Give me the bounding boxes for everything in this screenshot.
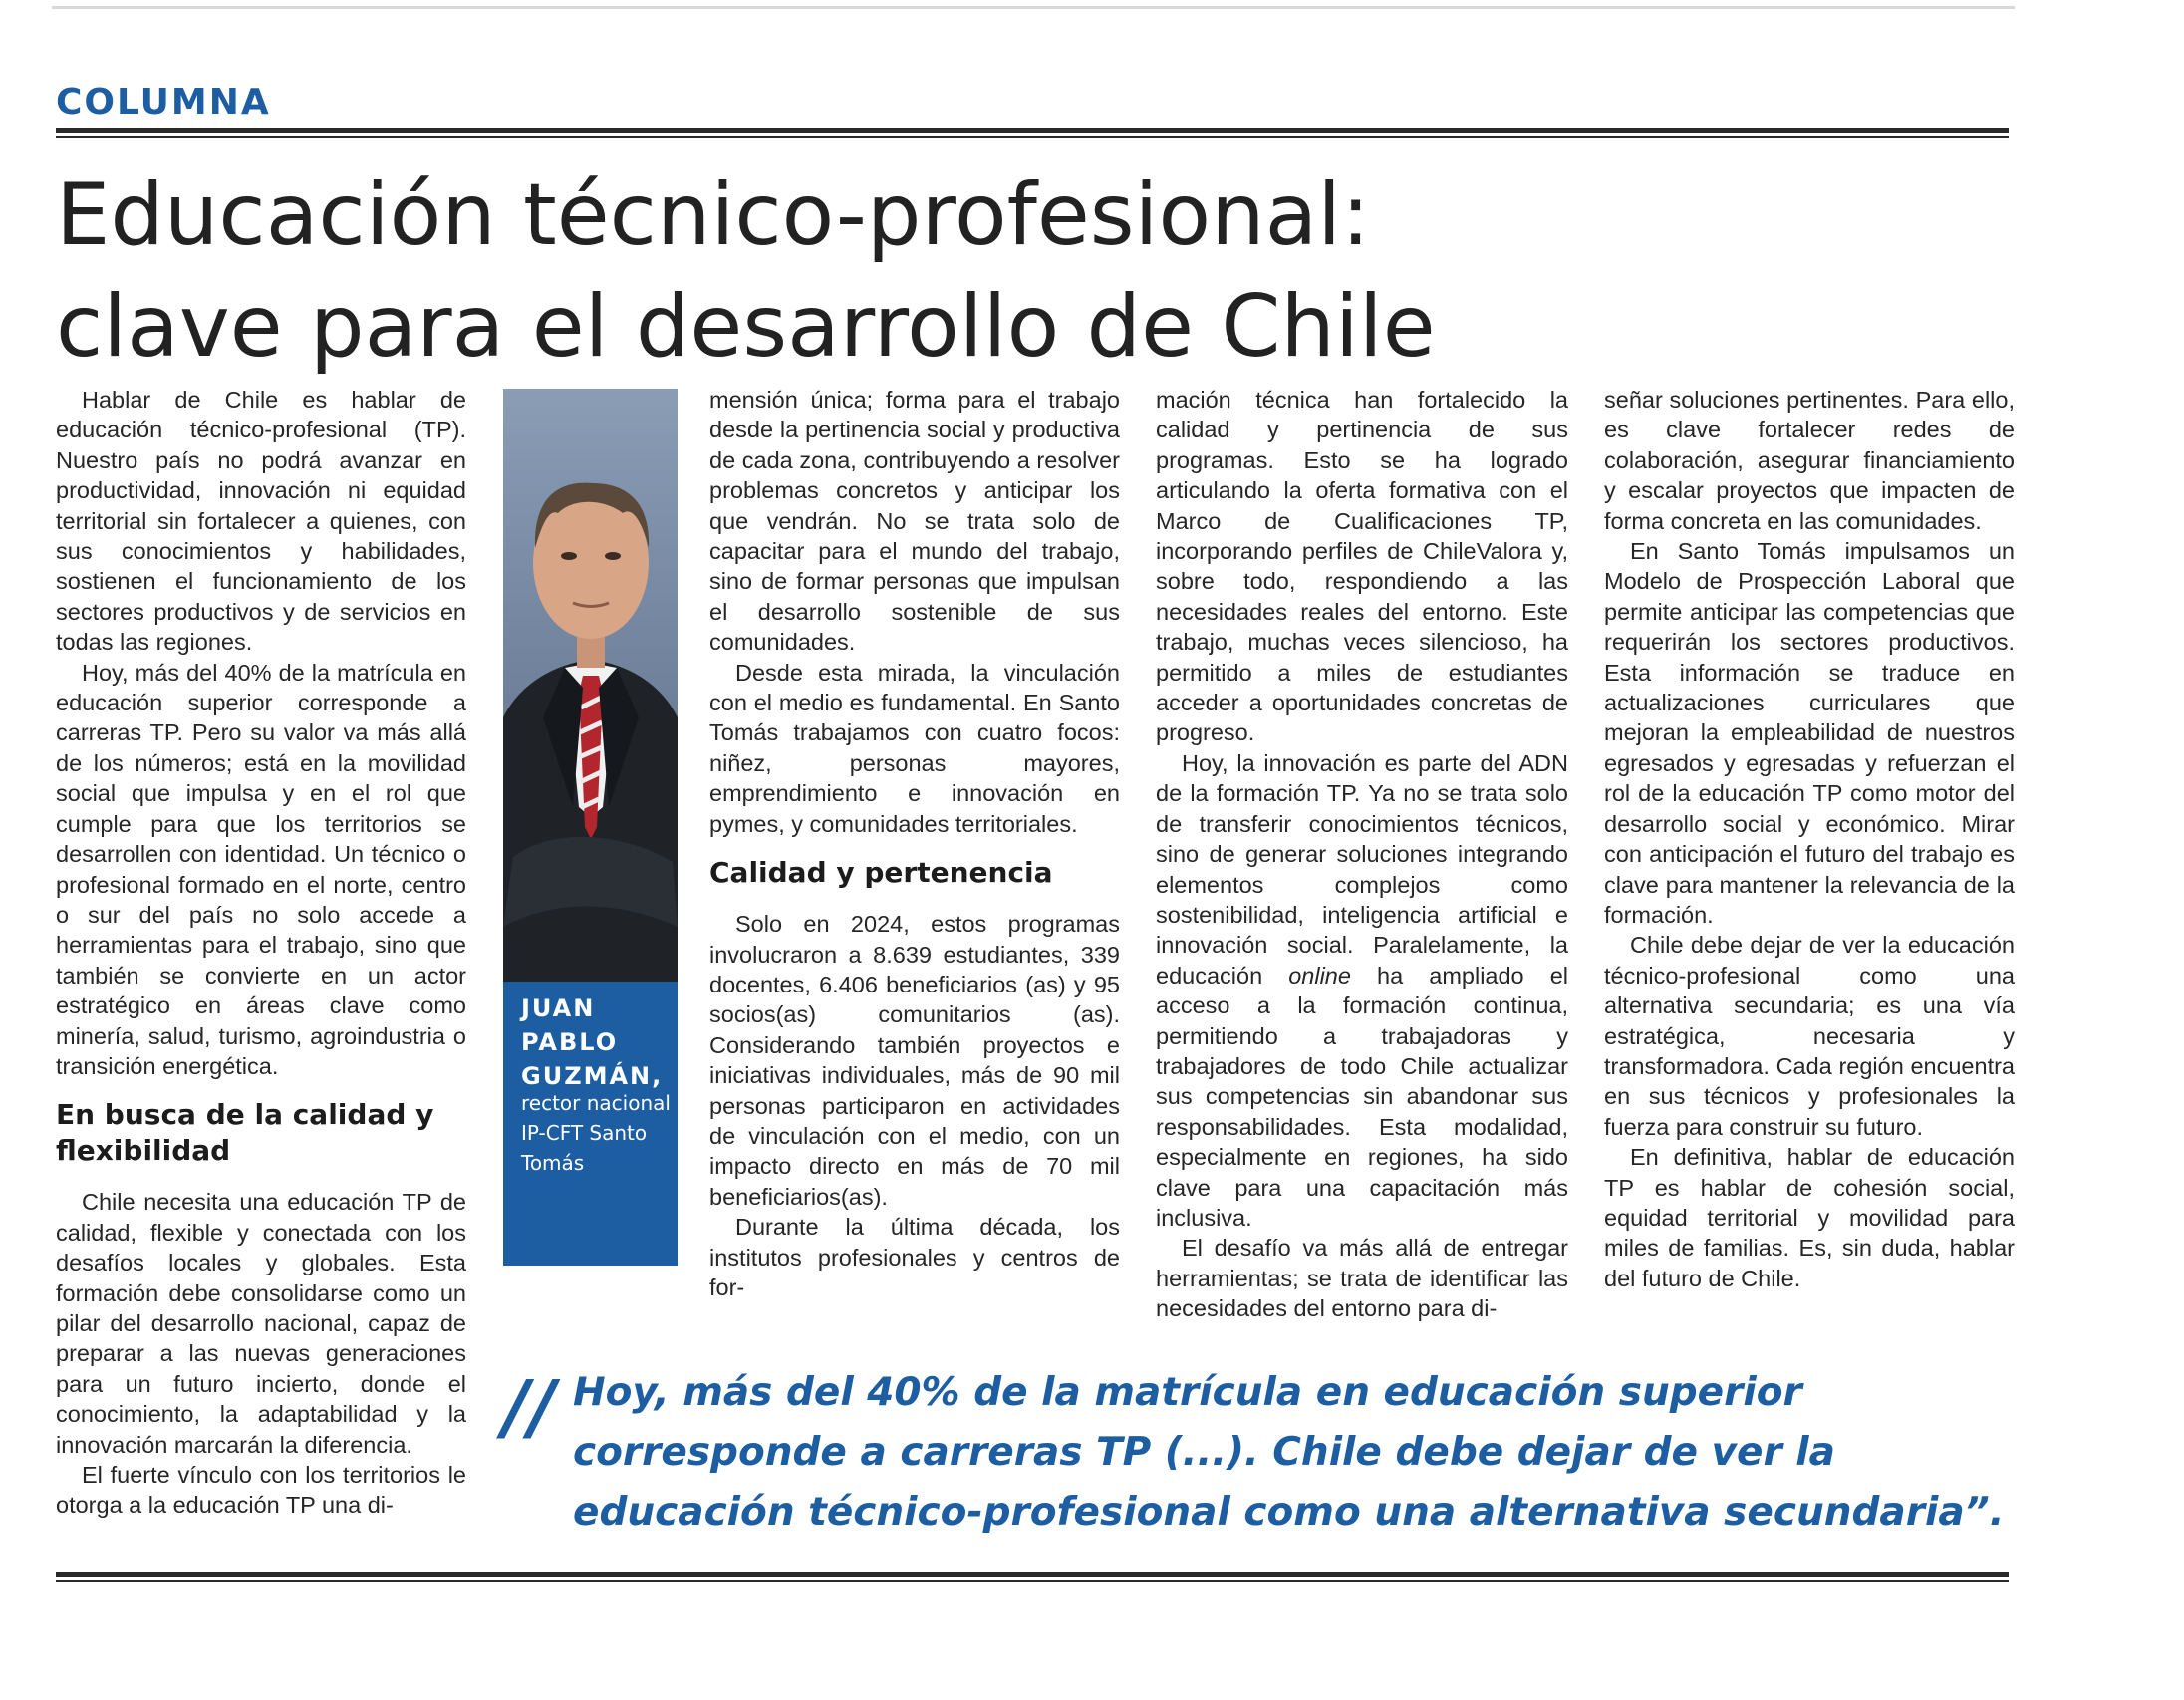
paragraph: señar soluciones pertinentes. Para ello, es clave fortalecer redes de colaboración, asegurar financiamiento y escalar proyectos que impacten de forma concreta en las comunidades.: [1604, 387, 2015, 534]
article-column-3: [1156, 385, 1568, 1324]
page-title: [56, 159, 1949, 383]
article-column-2: [709, 385, 1120, 1302]
headline-line-1: Educación técnico-profesional:: [56, 165, 1371, 265]
paragraph: Hablar de Chile es hablar de educación técnico-profesional (TP). Nuestro país no podrá avanzar en productividad, innovación ni equidad territorial sin fortalecer a quienes, con sus conocimientos y habilidades, sostienen el funcionamiento de los sectores productivos y de servicios en todas las regiones.: [56, 387, 466, 656]
footer-rule: [56, 1572, 2009, 1577]
paragraph: En Santo Tomás impulsamos un Modelo de Prospección Laboral que permite anticipar las competencias que requerirán los sectores productivos. Esta información se traduce en actualizaciones curriculares que mejoran la empleabilidad de nuestros egresados y egresadas y refuerzan el rol de la educación TP como motor del desarrollo social y económico. Mirar con anticipación el futuro del trabajo es clave para mantener la relevancia de la formación.: [1604, 538, 2015, 928]
header-rule-thin: [56, 136, 2009, 138]
paragraph: Desde esta mirada, la vinculación con el medio es fundamental. En Santo Tomás trabajamos con cuatro focos: niñez, personas mayores, emprendimiento e innovación en pymes, y comunidades territoriales.: [709, 659, 1120, 837]
article-column-1: [56, 385, 466, 1521]
paragraph: Solo en 2024, estos programas involucraron a 8.639 estudiantes, 339 docentes, 6.406 beneficiarios (as) y 95 socios(as) comunitarios (as). Considerando también proyectos e iniciativas individuales, más de 90 mil personas participaron en actividades de vinculación con el medio, con un impacto directo en más de 70 mil beneficiarios(as).: [709, 911, 1120, 1210]
emphasis: online: [1288, 962, 1351, 989]
author-name: JUAN PABLO GUZMÁN,: [521, 994, 664, 1090]
article-column-4: [1604, 385, 2015, 1293]
paragraph: Durante la última década, los institutos profesionales y centros de for-: [709, 1214, 1120, 1300]
section-label: COLUMNA: [56, 82, 271, 123]
paragraph: El fuerte vínculo con los territorios le otorga a la educación TP una di-: [56, 1462, 466, 1519]
headline-line-2: clave para el desarrollo de Chile: [56, 277, 1436, 377]
paragraph: El desafío va más allá de entregar herramientas; se trata de identificar las necesidades del entorno para di-: [1156, 1235, 1568, 1322]
paragraph: Hoy, más del 40% de la matrícula en educación superior corresponde a carreras TP. Pero su valor va más allá de los números; está en la movilidad social que impulsa y en el rol que cumple para que los territorios se desarrollen con identidad. Un técnico o profesional formado en el norte, centro o sur del país no solo accede a herramientas para el trabajo, sino que también se convierte en un actor estratégico en áreas clave como minería, salud, turismo, agroindustria o transición energética.: [56, 659, 466, 1079]
paragraph: Chile necesita una educación TP de calidad, flexible y conectada con los desafíos locales y globales. Esta formación debe consolidarse como un pilar del desarrollo nacional, capaz de preparar a las nuevas generaciones para un futuro incierto, donde el conocimiento, la adaptabilidad y la innovación marcarán la diferencia.: [56, 1189, 466, 1458]
paragraph-text: ha ampliado el acceso a la formación continua, permitiendo a trabajadoras y trabajadores de todo Chile actualizar sus competencias sin abandonar sus responsabilidades. Esta modalidad, especialmente en regiones, ha sido clave para una capacitación más inclusiva.: [1156, 962, 1568, 1231]
footer-rule-thin: [56, 1580, 2009, 1582]
subheading: En busca de la calidad y flexibilidad: [56, 1098, 434, 1168]
paragraph-text: Hoy, la innovación es parte del ADN de la formación TP. Ya no se trata solo de transferir conocimientos técnicos, sino de generar soluciones integrando elementos complejos como sostenibilidad, inteligencia artificial e innovación social. Paralelamente, la educación: [1156, 749, 1568, 989]
quote-mark-icon: //: [503, 1365, 556, 1449]
author-caption: [503, 982, 678, 1266]
subheading: Calidad y pertenencia: [709, 856, 1053, 890]
portrait-illustration: [503, 389, 678, 982]
paragraph: mación técnica han fortalecido la calidad y pertinencia de sus programas. Esto se ha logrado articulando la oferta formativa con el Marco de Cualificaciones TP, incorporando perfiles de ChileValora y, sobre todo, respondiendo a las necesidades reales del entorno. Este trabajo, muchas veces silencioso, ha permitido a miles de estudiantes acceder a oportunidades concretas de progreso.: [1156, 387, 1568, 746]
pull-quote: Hoy, más del 40% de la matrícula en educación superior corresponde a carreras TP (...). Chile debe dejar de ver la educación técnico-profesional como una alternativa secundaria”.: [573, 1370, 2005, 1535]
header-rule: [56, 128, 2009, 133]
top-border: [52, 6, 2015, 9]
author-photo: [503, 389, 678, 982]
author-role: rector nacional IP-CFT Santo Tomás: [521, 1091, 671, 1175]
paragraph: mensión única; forma para el trabajo desde la pertinencia social y productiva de cada zona, contribuyendo a resolver problemas concretos y anticipar los que vendrán. No se trata solo de capacitar para el mundo del trabajo, sino de formar personas que impulsan el desarrollo sostenible de sus comunidades.: [709, 387, 1120, 656]
paragraph: En definitiva, hablar de educación TP es hablar de cohesión social, equidad territorial y movilidad para miles de familias. Es, sin duda, hablar del futuro de Chile.: [1604, 1144, 2015, 1291]
paragraph: [1156, 748, 1568, 1234]
paragraph: Chile debe dejar de ver la educación técnico-profesional como una alternativa secundaria; es una vía estratégica, necesaria y transformadora. Cada región encuentra en sus técnicos y profesionales la fuerza para construir su futuro.: [1604, 932, 2015, 1140]
